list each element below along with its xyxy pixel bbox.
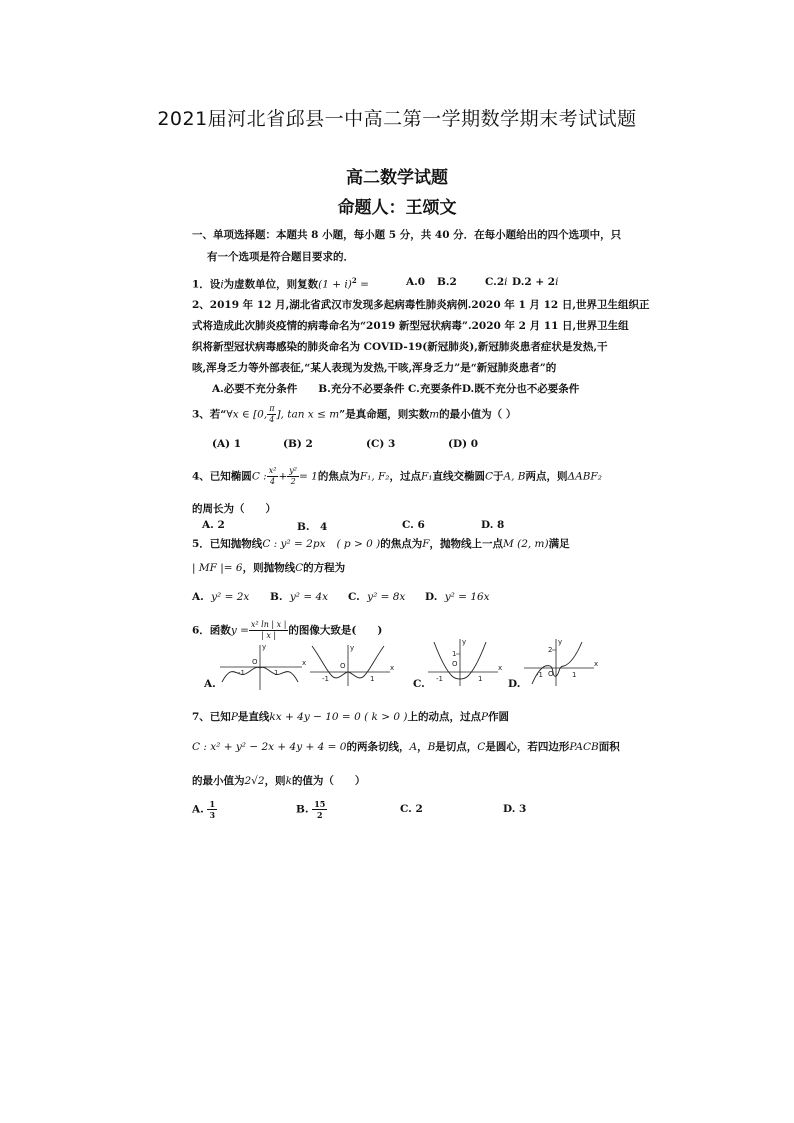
question-3: 3、若“∀x ∈ [0, $\frac{\pi}{4}$ ], tan x ≤ m”是真命题，则实数m的最小值为（ ） — [192, 404, 517, 424]
question-6: 6．函数y = $\frac{\text{x² ln | x |}}{| x |}$ 的图像大致是( ) — [192, 620, 383, 640]
q5-line-2: | MF |= 6，则抛物线C的方程为 — [192, 562, 346, 574]
q1-option-b: B.2 — [437, 276, 457, 288]
q7-option-b: B. $\frac{15}{2}$ — [296, 799, 326, 820]
q3-option-b: (B) 2 — [283, 438, 313, 450]
main-title: 2021届河北省邱县一中高二第一学期数学期末考试试题 — [157, 108, 637, 130]
section1-line1: 一、单项选择题：本题共 8 小题，每小题 5 分，共 40 分．在每小题给出的四个选项中，只 — [192, 229, 622, 241]
q7-line-2: C : x² + y² − 2x + 4y + 4 = 0的两条切线，A，B是切点，C是圆心，若四边形PACB面积 — [192, 741, 620, 753]
svg-text:y: y — [558, 638, 563, 646]
svg-text:y: y — [350, 644, 355, 652]
q4-option-b: B. 4 — [297, 521, 328, 533]
svg-text:-1: -1 — [238, 669, 245, 677]
q7-option-d: D. 3 — [503, 803, 527, 815]
svg-text:x: x — [390, 664, 394, 672]
svg-text:O: O — [252, 658, 258, 666]
q5-option-d: D. y² = 16x — [425, 591, 490, 603]
q6-graph-b — [308, 642, 394, 688]
q1-option-a: A.0 — [406, 276, 426, 288]
svg-text:1: 1 — [370, 675, 375, 683]
q7-option-a: A. $\frac{1}{3}$ — [192, 799, 216, 820]
q6-graph-a — [218, 642, 306, 692]
svg-text:y: y — [262, 643, 267, 651]
q2-line-3: 织将新型冠状病毒感染的肺炎命名为 COVID-19(新冠肺炎),新冠肺炎患者症状是发热,干 — [192, 341, 608, 353]
svg-text:x: x — [594, 660, 598, 668]
q2-line-2: 式将造成此次肺炎疫情的病毒命名为“2019 新型冠状病毒”.2020 年 2 月 11 日,世界卫生组 — [192, 320, 629, 332]
q6-graph-c — [426, 636, 502, 688]
q4-option-d: D. 8 — [481, 519, 505, 531]
subject-title: 高二数学试题 — [346, 168, 448, 188]
q2-options: A.必要不充分条件 B.充分不必要条件 C.充要条件D.既不充分也不必要条件 — [212, 383, 580, 395]
svg-text:1: 1 — [572, 671, 577, 679]
svg-text:y: y — [462, 638, 467, 646]
question-7: 7、已知P是直线kx + 4y − 10 = 0 ( k > 0 )上的动点，过点P作圆 — [192, 711, 510, 723]
q6-label-a: A. — [204, 678, 216, 690]
q4-option-a: A. 2 — [202, 519, 225, 531]
question-5: 5．已知抛物线C : y² = 2px ( p > 0 )的焦点为F，抛物线上一点M (2, m)满足 — [192, 538, 570, 550]
svg-text:O: O — [452, 660, 458, 668]
q6-label-d: D. — [508, 678, 521, 690]
q3-option-d: (D) 0 — [448, 438, 479, 450]
svg-text:x: x — [498, 664, 502, 672]
q7-option-c: C. 2 — [400, 803, 423, 815]
q4-option-c: C. 6 — [402, 519, 425, 531]
svg-text:-1: -1 — [436, 675, 443, 683]
svg-text:1: 1 — [274, 669, 279, 677]
q3-option-c: (C) 3 — [366, 438, 396, 450]
question-1: 1．设i为虚数单位，则复数$(1 + i)^2$ = — [192, 276, 369, 291]
q2-line-4: 咳,浑身乏力等外部表征,“某人表现为发热,干咳,浑身乏力”是“新冠肺炎患者”的 — [192, 362, 557, 374]
q6-graph-d — [522, 636, 598, 688]
svg-text:1: 1 — [478, 675, 483, 683]
q6-label-c: C. — [413, 678, 425, 690]
q1-option-c: C.2i — [485, 276, 508, 288]
q5-option-a: A. y² = 2x — [192, 591, 250, 603]
svg-text:x: x — [302, 659, 306, 667]
q4-line-2: 的周长为（ ） — [192, 503, 276, 515]
q5-option-c: C. y² = 8x — [348, 591, 406, 603]
svg-text:2: 2 — [548, 646, 553, 654]
q2-line-1: 2、2019 年 12 月,湖北省武汉市发现多起病毒性肺炎病例.2020 年 1 月 12 日,世界卫生组织正 — [192, 299, 650, 311]
question-4: 4、已知椭圆C : $\frac{\text{x²}}{4}$ + $\frac{\text{y²}}{2}$ = 1的焦点为F₁, F₂，过点F₁直线交椭圆C于A, B两点，则ΔABF₂ — [192, 466, 602, 486]
section1-line2: 有一个选项是符合题目要求的． — [207, 251, 354, 263]
svg-text:O: O — [548, 670, 554, 678]
svg-text:-1: -1 — [322, 675, 329, 683]
svg-text:1: 1 — [452, 650, 457, 658]
svg-text:-1: -1 — [536, 671, 543, 679]
q5-option-b: B. y² = 4x — [270, 591, 329, 603]
svg-text:O: O — [340, 662, 346, 670]
author-line: 命题人：王颂文 — [337, 198, 457, 218]
q3-option-a: (A) 1 — [212, 438, 242, 450]
q1-option-d: D.2 + 2i — [512, 276, 559, 288]
q7-line-3: 的最小值为2√2，则k的值为（ ） — [192, 775, 366, 787]
